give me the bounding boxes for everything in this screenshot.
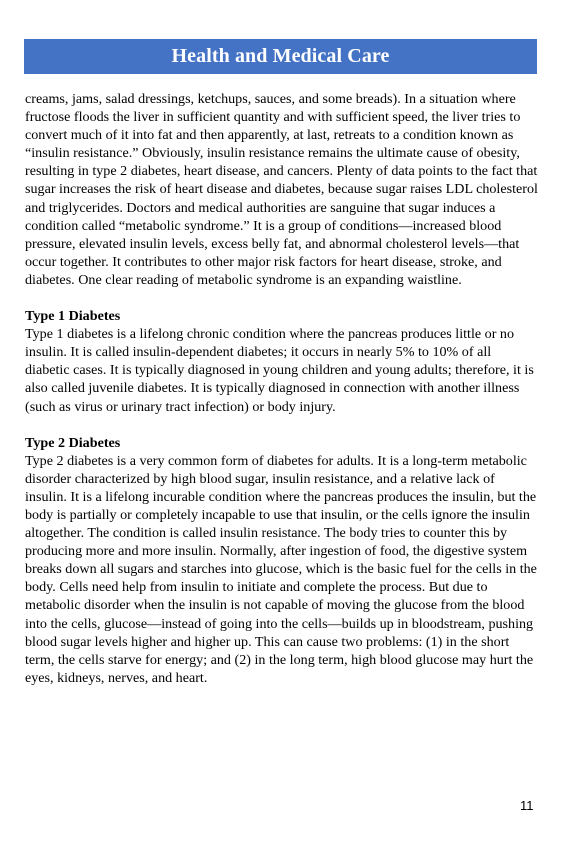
page-title: Health and Medical Care [171,45,390,67]
section-paragraph: Type 1 diabetes is a lifelong chronic condition where the pancreas produces little or no insulin. It is called insulin-dependent diabetes; it occurs in nearly 5% to 10% of all diabetic cases. It is typically diagnosed in young children and young adults; therefore, it is also called juvenile diabetes. It is typically diagnosed in connection with another illness (such as virus or urinary tract infection) or body injury. [25,326,534,415]
section-type-1-diabetes [25,307,538,416]
section-paragraph: Type 2 diabetes is a very common form of diabetes for adults. It is a long-term metabolic disorder characterized by high blood sugar, insulin resistance, and a relative lack of insulin. It is a lifelong incurable condition where the pancreas produces the insulin, but the body is partially or completely incapable to use that insulin, or the cells ignore the insulin altogether. The condition is called insulin resistance. The body tries to counter this by producing more and more insulin. Normally, after ingestion of food, the digestive system breaks down all sugars and starches into glucose, which is the basic fuel for the cells in the body. Cells need help from insulin to initiate and complete the process. But due to metabolic disorder when the insulin is not capable of moving the glucose from the blood into the cells, glucose—instead of going into the cells—builds up in bloodstream, pushing blood sugar levels higher and higher up. This can cause two problems: (1) in the short term, the cells starve for energy; and (2) in the long term, high blood glucose may hurt the eyes, kidneys, nerves, and heart. [25,452,537,686]
article-body [25,90,538,687]
intro-paragraph: creams, jams, salad dressings, ketchups, sauces, and some breads). In a situation where fructose floods the liver in sufficient quantity and with sufficient speed, the liver tries to convert much of it into fat and then apparently, at last, retreats to a condition known as “insulin resistance.” Obviously, insulin resistance remains the ultimate cause of obesity, resulting in type 2 diabetes, heart disease, and cancers. Plenty of data points to the fact that sugar increases the risk of heart disease and diabetes, because sugar raises LDL cholesterol and triglycerides. Doctors and medical authorities are sanguine that sugar induces a condition called “metabolic syndrome.” It is a group of conditions—increased blood pressure, elevated insulin levels, excess belly fat, and abnormal cholesterol levels—that occur together. It contributes to other major risk factors for heart disease, stroke, and diabetes. One clear reading of metabolic syndrome is an expanding waistline. [25,91,538,288]
page-number: 11 [520,798,534,813]
header-banner [24,39,537,74]
section-type-2-diabetes [25,434,538,687]
section-heading: Type 2 Diabetes [25,434,121,451]
section-heading: Type 1 Diabetes [25,308,121,325]
